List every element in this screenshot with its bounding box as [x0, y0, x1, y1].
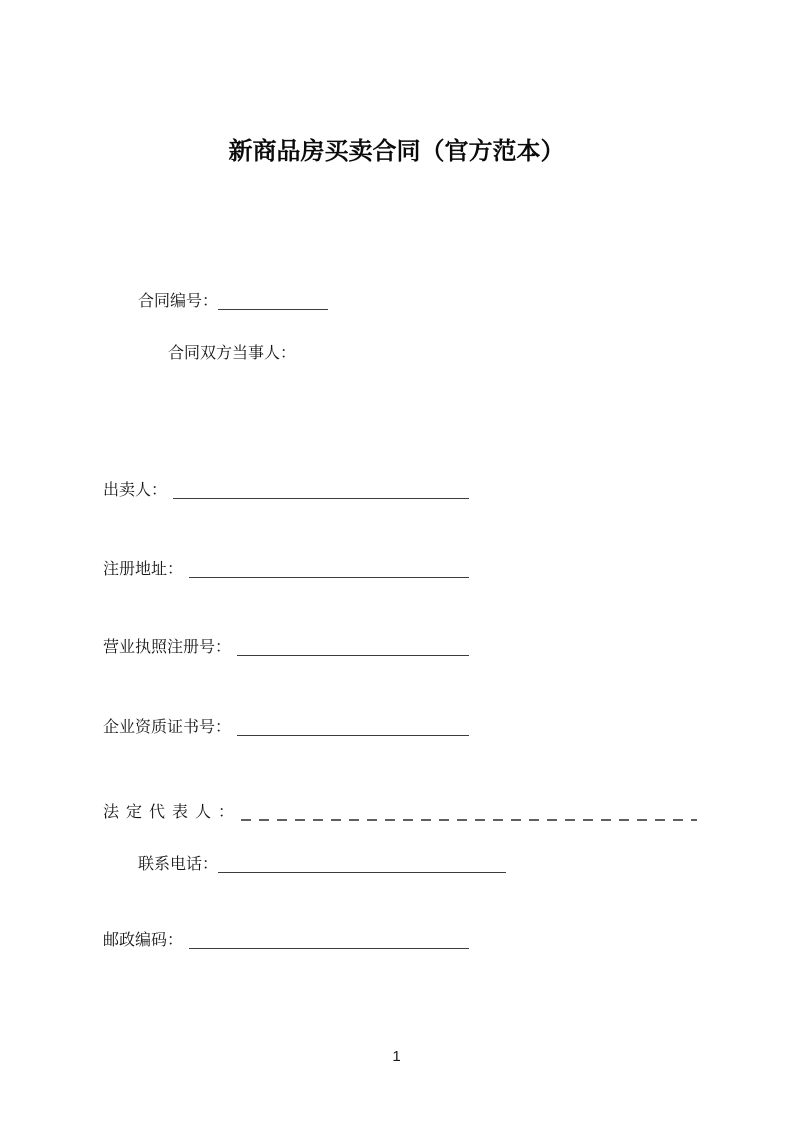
contract-number-label: 合同编号：	[138, 293, 219, 310]
registered-address-label: 注册地址：	[103, 561, 184, 578]
registered-address-row	[103, 558, 469, 581]
parties-heading-label: 合同双方当事人：	[168, 345, 297, 362]
contract-number-blank-line[interactable]	[218, 290, 328, 310]
business-license-blank-line[interactable]	[237, 636, 469, 656]
business-license-row	[103, 636, 469, 659]
postal-code-row	[103, 929, 469, 952]
legal-representative-dashed-blank-line[interactable]	[241, 800, 697, 821]
parties-heading-row	[168, 343, 296, 365]
contact-phone-row	[138, 853, 506, 876]
page-number: 1	[392, 1048, 401, 1065]
seller-label: 出卖人：	[103, 482, 168, 499]
contact-phone-blank-line[interactable]	[218, 853, 506, 873]
seller-blank-line[interactable]	[173, 479, 469, 499]
qualification-cert-blank-line[interactable]	[237, 716, 469, 736]
legal-representative-label: 法定代表人：	[103, 804, 242, 821]
document-title: 新商品房买卖合同（官方范本）	[228, 138, 565, 165]
postal-code-label: 邮政编码：	[103, 932, 184, 949]
legal-representative-row	[103, 800, 697, 824]
business-license-label: 营业执照注册号：	[103, 639, 232, 656]
contact-phone-label: 联系电话：	[138, 856, 219, 873]
postal-code-blank-line[interactable]	[189, 929, 469, 949]
seller-row	[103, 479, 469, 502]
contract-number-row	[138, 290, 328, 313]
qualification-cert-row	[103, 716, 469, 739]
registered-address-blank-line[interactable]	[189, 558, 469, 578]
qualification-cert-label: 企业资质证书号：	[103, 719, 232, 736]
